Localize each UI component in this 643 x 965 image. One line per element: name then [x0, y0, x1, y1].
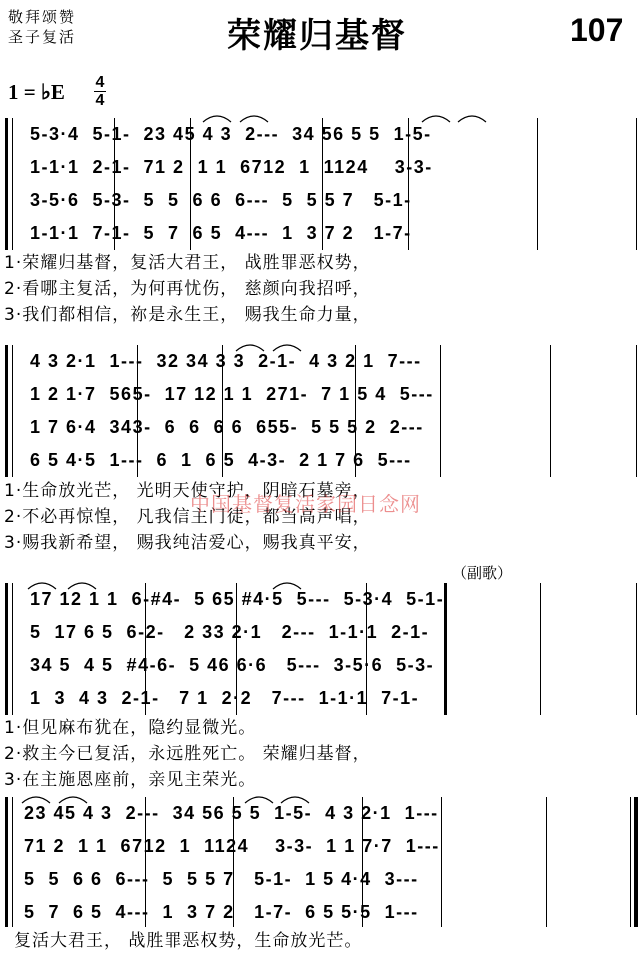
hymn-title: 荣耀归基督	[227, 16, 407, 56]
slur-marks	[0, 575, 643, 595]
slur-marks	[0, 337, 643, 357]
system-start-bar	[5, 345, 8, 477]
system-start-bar	[5, 118, 8, 250]
refrain-label: （副歌）	[452, 564, 513, 582]
notation-row-soprano: 23 45 4 3 2--- 34 56 5 5 1-5- 4 3 2·1 1---	[24, 803, 439, 823]
notation-rows	[30, 583, 630, 715]
key-signature: 1 = ♭E	[8, 80, 65, 104]
notation-row-bass: 1 3 4 3 2-1- 7 1 2·2 7--- 1-1·1 7-1-	[30, 688, 420, 708]
lyrics-block	[14, 928, 362, 954]
lyric-verse-1: 1·荣耀归基督，复活大君王， 战胜罪恶权势，	[4, 253, 371, 273]
final-bar-thin	[630, 797, 631, 927]
notation-row-alto: 1-1·1 2-1- 71 2 1 1 6712 1 1124 3-3-	[30, 157, 433, 177]
slur-marks	[0, 789, 643, 809]
time-signature: 4 4	[95, 74, 105, 109]
final-bar-thick	[634, 797, 638, 927]
notation-row-alto: 71 2 1 1 6712 1 1124 3-3- 1 1 7·7 1---	[24, 836, 440, 856]
notation-row-tenor: 3-5·6 5-3- 5 5 6 6 6--- 5 5 5 7 5-1-	[30, 190, 412, 210]
lyric-verse-3: 3·赐我新希望， 赐我纯洁爱心，赐我真平安，	[4, 533, 371, 553]
notation-row-bass: 1-1·1 7-1- 5 7 6 5 4--- 1 3 7 2 1-7-	[30, 223, 412, 243]
bar-line	[636, 345, 637, 477]
notation-row-soprano: 4 3 2·1 1--- 32 34 3 3 2-1- 4 3 2 1 7---	[30, 351, 422, 371]
notation-rows	[30, 118, 630, 250]
watermark-text: 中国基督复活家园日念网	[190, 492, 421, 516]
lyric-verse-1: 1·但见麻布犹在，隐约显微光。	[4, 718, 257, 738]
bar-line	[12, 583, 13, 715]
notation-row-tenor: 34 5 4 5 #4-6- 5 46 6·6 5--- 3-5·6 5-3-	[30, 655, 435, 675]
system-start-bar	[5, 797, 8, 927]
notation-rows	[30, 345, 630, 477]
notation-row-alto: 5 17 6 5 6-2- 2 33 2·1 2--- 1-1·1 2-1-	[30, 622, 430, 642]
lyric-verse-3: 3·我们都相信，祢是永生王， 赐我生命力量，	[4, 305, 371, 325]
bar-line	[636, 583, 637, 715]
lyric-verse-2: 2·不必再惊惶， 凡我信主门徒，都当高声唱，	[4, 507, 371, 527]
notation-row-bass: 5 7 6 5 4--- 1 3 7 2 1-7- 6 5 5·5 1---	[24, 902, 419, 922]
notation-row-soprano: 17 12 1 1 6-#4- 5 65 #4·5 5--- 5-3·4 5-1-	[30, 589, 445, 609]
hymn-number: 107	[570, 12, 624, 48]
category-label-2: 圣子复活	[8, 28, 77, 46]
lyric-verse-2: 2·看哪主复活，为何再忧伤， 慈颜向我招呼，	[4, 279, 371, 299]
notation-row-bass: 6 5 4·5 1--- 6 1 6 5 4-3- 2 1 7 6 5---	[30, 450, 412, 470]
bar-line	[636, 118, 637, 250]
lyric-verse-1: 1·生命放光芒， 光明天使守护，阴暗石墓旁，	[4, 481, 371, 501]
notation-row-tenor: 1 7 6·4 343- 6 6 6 6 655- 5 5 5 2 2---	[30, 417, 424, 437]
system-start-bar	[5, 583, 8, 715]
notation-row-tenor: 5 5 6 6 6--- 5 5 5 7 5-1- 1 5 4·4 3---	[24, 869, 419, 889]
lyrics-block	[4, 250, 371, 328]
notation-row-soprano: 5-3·4 5-1- 23 45 4 3 2--- 34 56 5 5 1-5-	[30, 124, 432, 144]
lyric-verse-2: 2·救主今已复活，永远胜死亡。 荣耀归基督，	[4, 744, 371, 764]
lyric-line: 复活大君王， 战胜罪恶权势，生命放光芒。	[14, 931, 363, 951]
lyric-verse-3: 3·在主施恩座前，亲见主荣光。	[4, 770, 257, 790]
slur-marks	[0, 108, 643, 128]
notation-row-alto: 1 2 1·7 565- 17 12 1 1 271- 7 1 5 4 5---	[30, 384, 434, 404]
bar-line	[12, 118, 13, 250]
bar-line	[12, 797, 13, 927]
notation-rows	[24, 797, 624, 929]
bar-line	[12, 345, 13, 477]
lyrics-block	[4, 715, 371, 793]
category-label-1: 敬拜颂赞	[8, 8, 77, 26]
